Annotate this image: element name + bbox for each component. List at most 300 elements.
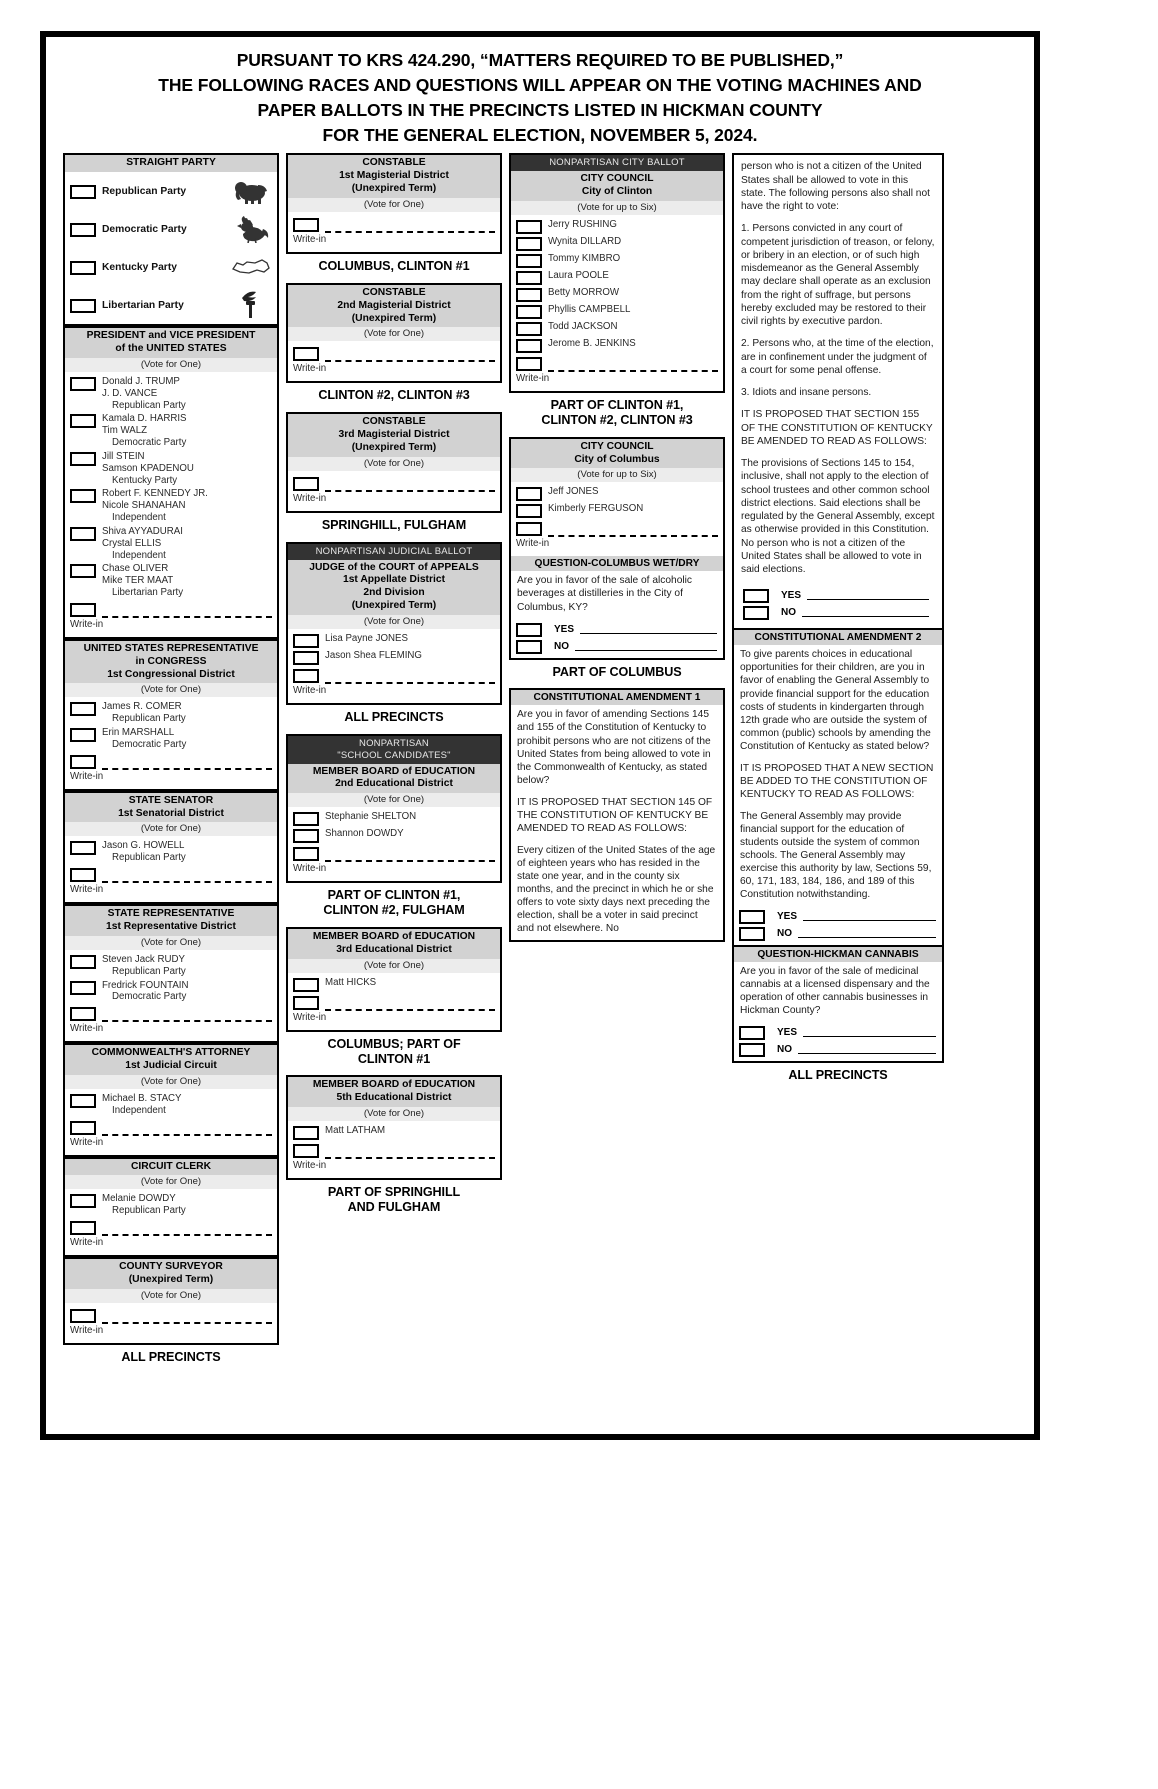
contest-title bbox=[288, 285, 500, 328]
contest-title-line2: City of Columbus bbox=[574, 453, 660, 465]
straight-party-republican[interactable] bbox=[65, 172, 277, 210]
write-in-row[interactable] bbox=[65, 752, 277, 770]
vote-box[interactable] bbox=[516, 357, 542, 371]
banner-line1: NONPARTISAN bbox=[359, 737, 429, 749]
vote-box[interactable] bbox=[293, 634, 319, 648]
contest-us-representative bbox=[63, 639, 279, 791]
vote-box[interactable] bbox=[70, 414, 96, 428]
vote-box[interactable] bbox=[293, 347, 319, 361]
write-in-label: Write-in bbox=[70, 770, 104, 782]
write-in-line[interactable] bbox=[102, 872, 272, 883]
contest-title-line2: 1st Magisterial District bbox=[339, 170, 449, 182]
contest-title-line3: 2nd Division bbox=[363, 587, 425, 599]
running-mate-name: Mike TER MAAT bbox=[102, 575, 174, 587]
candidate-row[interactable] bbox=[511, 218, 723, 235]
contest-title-line1: UNITED STATES REPRESENTATIVE bbox=[83, 642, 259, 654]
write-in-label: Write-in bbox=[516, 372, 550, 384]
yes-line bbox=[803, 1028, 936, 1037]
nonpartisan-city-banner: NONPARTISAN CITY BALLOT bbox=[511, 155, 723, 171]
yes-option[interactable] bbox=[734, 908, 942, 925]
candidate-party: Republican Party bbox=[112, 713, 186, 725]
vote-box[interactable] bbox=[743, 606, 769, 620]
contest-constable-3rd bbox=[286, 412, 502, 513]
vote-box[interactable] bbox=[293, 669, 319, 683]
candidate-row[interactable] bbox=[65, 1192, 277, 1218]
yes-label: YES bbox=[777, 1027, 798, 1039]
write-in-line[interactable] bbox=[102, 607, 272, 618]
contest-title bbox=[65, 328, 277, 358]
candidate-name: Lisa Payne JONES bbox=[325, 633, 408, 644]
contest-constitutional-amendment-2 bbox=[732, 630, 944, 947]
contest-title-line2: 5th Educational District bbox=[336, 1092, 452, 1104]
no-option[interactable] bbox=[734, 925, 942, 942]
vote-box[interactable] bbox=[516, 623, 542, 637]
vote-box[interactable] bbox=[739, 1026, 765, 1040]
vote-box[interactable] bbox=[516, 271, 542, 285]
write-in-line[interactable] bbox=[102, 1125, 272, 1136]
precinct-line1: PART OF CLINTON #1, bbox=[550, 397, 684, 412]
contest-title-line3: 1st Congressional District bbox=[107, 668, 235, 680]
amendment1-cont-paragraph-2: 1. Persons convicted in any court of competent jurisdiction of treason, or felony, or bribery in an election, or of such high misdemeanor as the General Assembly may declare shall operate as an exclusion from the right of suffrage, but persons hereby excluded may be restored to their civil rights by executive pardon. bbox=[741, 223, 935, 328]
header-line-3: PAPER BALLOTS IN THE PRECINCTS LISTED IN HICKMAN COUNTY bbox=[257, 99, 823, 120]
candidate-row[interactable] bbox=[288, 1124, 500, 1141]
vote-box[interactable] bbox=[70, 728, 96, 742]
contest-title-line1: CONSTABLE bbox=[362, 286, 426, 298]
candidate-name: Melanie DOWDY bbox=[102, 1193, 176, 1205]
no-option[interactable] bbox=[734, 1041, 942, 1058]
amendment1-cont-body bbox=[741, 160, 935, 576]
no-option[interactable] bbox=[741, 604, 935, 621]
vote-box[interactable] bbox=[70, 299, 96, 313]
amendment-1-continuation bbox=[732, 153, 944, 630]
vote-for-instruction: (Vote for One) bbox=[65, 822, 277, 836]
candidate-row[interactable] bbox=[65, 525, 277, 562]
no-label: NO bbox=[777, 1044, 792, 1056]
candidate-list bbox=[288, 1121, 500, 1178]
write-in-label: Write-in bbox=[293, 233, 327, 245]
amendment1-cont-paragraph-3: 2. Persons who, at the time of the election, are in confinement under the judgment of a court for some penal offense. bbox=[741, 338, 934, 376]
cannabis-yes-no-group bbox=[734, 1022, 942, 1061]
vote-box[interactable] bbox=[516, 305, 542, 319]
contest-title bbox=[65, 1259, 277, 1289]
vote-box[interactable] bbox=[70, 185, 96, 199]
no-line bbox=[798, 929, 936, 938]
contest-board-of-education-3rd bbox=[286, 927, 502, 1032]
write-in-line[interactable] bbox=[102, 759, 272, 770]
vote-box[interactable] bbox=[516, 288, 542, 302]
no-label: NO bbox=[781, 607, 796, 619]
contest-title-line1: COMMONWEALTH'S ATTORNEY bbox=[91, 1047, 251, 1059]
precinct-label: PART OF COLUMBUS bbox=[552, 664, 682, 679]
torch-icon bbox=[231, 290, 271, 320]
no-option[interactable] bbox=[511, 638, 723, 655]
question-body bbox=[734, 645, 942, 906]
candidate-list bbox=[65, 1189, 277, 1255]
write-in-row[interactable] bbox=[288, 666, 500, 684]
contest-state-representative bbox=[63, 904, 279, 1043]
vote-box[interactable] bbox=[516, 504, 542, 518]
candidate-row[interactable] bbox=[65, 839, 277, 865]
candidate-row[interactable] bbox=[288, 649, 500, 666]
candidate-name: Erin MARSHALL bbox=[102, 727, 175, 739]
candidate-row[interactable] bbox=[511, 252, 723, 269]
write-in-row[interactable] bbox=[288, 844, 500, 862]
option-label: Democratic Party bbox=[102, 223, 187, 235]
contest-title-line1: COUNTY SURVEYOR bbox=[119, 1261, 223, 1273]
vote-box[interactable] bbox=[516, 339, 542, 353]
write-in-label: Write-in bbox=[293, 685, 327, 696]
write-in-row[interactable] bbox=[288, 215, 500, 233]
write-in-row[interactable] bbox=[65, 600, 277, 618]
contest-title-line1: CIRCUIT CLERK bbox=[130, 1160, 212, 1172]
rooster-icon bbox=[231, 214, 271, 244]
candidate-party: Independent bbox=[112, 1104, 166, 1116]
vote-for-instruction: (Vote for One) bbox=[288, 457, 500, 471]
no-line bbox=[798, 1045, 936, 1054]
candidate-row[interactable] bbox=[65, 726, 277, 752]
vote-box[interactable] bbox=[70, 702, 96, 716]
vote-box[interactable] bbox=[516, 322, 542, 336]
no-label: NO bbox=[777, 928, 792, 940]
contest-president bbox=[63, 326, 279, 639]
vote-box[interactable] bbox=[516, 254, 542, 268]
amendment1-paragraph-3: Every citizen of the United States of the age of eighteen years who has resided in the state one year, and in the county six months, and the precinct in which he or she offers to vote sixty days next preceding the election, shall be a voter in said precinct and not elsewhere. No bbox=[517, 844, 716, 935]
candidate-row[interactable] bbox=[65, 700, 277, 726]
vote-box[interactable] bbox=[70, 489, 96, 503]
vote-box[interactable] bbox=[293, 829, 319, 843]
question-body bbox=[511, 571, 723, 618]
nonpartisan-school-banner bbox=[288, 736, 500, 764]
contest-board-of-education-5th bbox=[286, 1075, 502, 1180]
precinct-label: ALL PRECINCTS bbox=[788, 1068, 888, 1083]
ballot-column-4 bbox=[732, 153, 944, 1092]
ballot-column-2 bbox=[286, 153, 502, 1224]
contest-title-line3: (Unexpired Term) bbox=[351, 441, 437, 453]
contest-title-line1: PRESIDENT and VICE PRESIDENT bbox=[86, 330, 256, 342]
candidate-list bbox=[288, 973, 500, 1030]
candidate-name: Chase OLIVER bbox=[102, 563, 169, 575]
write-in-line[interactable] bbox=[325, 673, 495, 684]
vote-box[interactable] bbox=[293, 812, 319, 826]
candidate-row[interactable] bbox=[65, 1092, 277, 1118]
candidate-name: Kamala D. HARRIS bbox=[102, 413, 187, 425]
vote-box[interactable] bbox=[293, 477, 319, 491]
candidate-party: Republican Party bbox=[112, 852, 186, 864]
write-in-label: Write-in bbox=[70, 1023, 104, 1035]
contest-title-line3: (Unexpired Term) bbox=[351, 183, 437, 195]
candidate-party: Democratic Party bbox=[112, 991, 187, 1003]
contest-title-line2: 3rd Educational District bbox=[336, 943, 452, 955]
ballot-columns bbox=[46, 153, 1034, 1373]
candidate-name: Robert F. KENNEDY JR. bbox=[102, 488, 208, 500]
contest-title-line1: MEMBER BOARD of EDUCATION bbox=[312, 931, 476, 943]
candidate-party: Republican Party bbox=[112, 1205, 186, 1217]
write-in-line[interactable] bbox=[102, 1225, 272, 1236]
vote-box[interactable] bbox=[70, 868, 96, 882]
vote-box[interactable] bbox=[516, 487, 542, 501]
candidate-name: Stephanie SHELTON bbox=[325, 811, 417, 823]
precinct-label: ALL PRECINCTS bbox=[344, 710, 444, 724]
write-in-line[interactable] bbox=[325, 222, 495, 233]
contest-title-line2: 3rd Magisterial District bbox=[338, 429, 450, 441]
candidate-name: Laura POOLE bbox=[548, 269, 609, 281]
amendment1-paragraph-1: Are you in favor of amending Sections 145 and 155 of the Constitution of Kentucky to prohibit persons who are not citizens of the United States from being allowed to vote in the Commonwealth of Kentucky, as stated below? bbox=[517, 709, 711, 786]
vote-box[interactable] bbox=[70, 1221, 96, 1235]
vote-box[interactable] bbox=[516, 640, 542, 654]
vote-box[interactable] bbox=[293, 996, 319, 1010]
contest-title bbox=[288, 1077, 500, 1107]
candidate-list bbox=[288, 341, 500, 381]
candidate-name: Shannon DOWDY bbox=[325, 828, 404, 840]
candidate-list bbox=[288, 807, 500, 881]
contest-title-line2: 1st Appellate District bbox=[342, 574, 446, 586]
write-in-row[interactable] bbox=[65, 1218, 277, 1236]
candidate-name: Phyllis CAMPBELL bbox=[548, 303, 631, 315]
vote-box[interactable] bbox=[293, 1144, 319, 1158]
write-in-line[interactable] bbox=[325, 1148, 495, 1159]
write-in-row[interactable] bbox=[65, 1118, 277, 1136]
amendment1-cont-paragraph-1: person who is not a citizen of the United States shall be allowed to vote in this state. The following persons also shall not have the right to vote: bbox=[741, 161, 930, 213]
contest-title-line1: STATE SENATOR bbox=[128, 794, 214, 806]
amendment2-paragraph-3: The General Assembly may provide financial support for the education of students outside the system of common schools. The General Assembly may exercise this authority by law, Sections 59, 60, 171, 183, 184, 186, and 189 of this Constitution notwithstanding. bbox=[740, 810, 932, 901]
straight-party-options bbox=[65, 172, 277, 324]
vote-box[interactable] bbox=[739, 1043, 765, 1057]
contest-title-line3: (Unexpired Term) bbox=[351, 312, 437, 324]
candidate-row[interactable] bbox=[65, 412, 277, 449]
write-in-line[interactable] bbox=[548, 361, 718, 372]
no-line bbox=[575, 642, 717, 651]
question-title: CONSTITUTIONAL AMENDMENT 1 bbox=[511, 690, 723, 705]
precinct-line2: CLINTON #2, FULGHAM bbox=[323, 903, 465, 918]
contest-title bbox=[288, 155, 500, 198]
candidate-list bbox=[65, 950, 277, 1041]
candidate-party: Democratic Party bbox=[112, 437, 187, 449]
question-title: CONSTITUTIONAL AMENDMENT 2 bbox=[734, 630, 942, 645]
candidate-row[interactable] bbox=[511, 320, 723, 337]
candidate-row[interactable] bbox=[65, 979, 277, 1005]
vote-for-instruction: (Vote for One) bbox=[65, 1075, 277, 1089]
vote-box[interactable] bbox=[516, 522, 542, 536]
yes-option[interactable] bbox=[734, 1024, 942, 1041]
yes-option[interactable] bbox=[511, 621, 723, 638]
vote-for-instruction: (Vote for One) bbox=[288, 198, 500, 212]
contest-constitutional-amendment-1 bbox=[509, 688, 725, 942]
precinct-line1: PART OF SPRINGHILL bbox=[327, 1185, 461, 1200]
vote-box[interactable] bbox=[70, 841, 96, 855]
vote-for-instruction: (Vote for One) bbox=[65, 936, 277, 950]
contest-city-council-clinton bbox=[509, 153, 725, 393]
vote-box[interactable] bbox=[70, 603, 96, 617]
vote-box[interactable] bbox=[70, 527, 96, 541]
write-in-line[interactable] bbox=[548, 526, 718, 537]
candidate-row[interactable] bbox=[511, 269, 723, 286]
yes-line bbox=[803, 912, 936, 921]
write-in-label: Write-in bbox=[293, 863, 327, 875]
candidate-row[interactable] bbox=[65, 562, 277, 599]
vote-box[interactable] bbox=[70, 1094, 96, 1108]
contest-commonwealths-attorney bbox=[63, 1043, 279, 1156]
yes-line bbox=[580, 625, 717, 634]
contest-title bbox=[65, 641, 277, 684]
write-in-line[interactable] bbox=[102, 1011, 272, 1022]
contest-title bbox=[65, 1159, 277, 1176]
vote-box[interactable] bbox=[293, 847, 319, 861]
running-mate-name: Nicole SHANAHAN bbox=[102, 500, 186, 512]
precinct-line1: PART OF CLINTON #1, bbox=[327, 888, 461, 903]
amendment1-yes-no-group bbox=[741, 585, 935, 624]
question-title: QUESTION-COLUMBUS WET/DRY bbox=[511, 556, 723, 571]
write-in-label: Write-in bbox=[70, 618, 104, 630]
yes-label: YES bbox=[554, 623, 575, 635]
vote-box[interactable] bbox=[70, 261, 96, 275]
yes-label: YES bbox=[781, 590, 802, 602]
write-in-row[interactable] bbox=[288, 474, 500, 492]
candidate-row[interactable] bbox=[288, 827, 500, 844]
candidate-name: Kimberly FERGUSON bbox=[548, 503, 644, 515]
vote-box[interactable] bbox=[293, 218, 319, 232]
straight-party-democratic[interactable] bbox=[65, 210, 277, 248]
candidate-row[interactable] bbox=[511, 485, 723, 502]
candidate-party: Independent bbox=[112, 549, 166, 561]
vote-box[interactable] bbox=[70, 223, 96, 237]
vote-box[interactable] bbox=[70, 1194, 96, 1208]
vote-box[interactable] bbox=[70, 955, 96, 969]
vote-box[interactable] bbox=[293, 1126, 319, 1140]
candidate-party: Republican Party bbox=[112, 399, 186, 411]
candidate-row[interactable] bbox=[511, 337, 723, 354]
precinct-label: CLINTON #2, CLINTON #3 bbox=[318, 388, 470, 403]
vote-box[interactable] bbox=[70, 564, 96, 578]
write-in-row[interactable] bbox=[65, 865, 277, 883]
contest-city-council-columbus bbox=[509, 437, 725, 660]
contest-title-line2: 2nd Magisterial District bbox=[337, 299, 451, 311]
candidate-row[interactable] bbox=[288, 976, 500, 993]
candidate-party: Libertarian Party bbox=[112, 587, 184, 599]
vote-box[interactable] bbox=[516, 237, 542, 251]
write-in-label: Write-in bbox=[70, 884, 104, 896]
candidate-list bbox=[65, 1303, 277, 1343]
write-in-label: Write-in bbox=[293, 1011, 327, 1023]
contest-title bbox=[65, 793, 277, 823]
vote-box[interactable] bbox=[516, 220, 542, 234]
contest-title-line2: 1st Representative District bbox=[106, 920, 236, 932]
vote-box[interactable] bbox=[293, 978, 319, 992]
candidate-party: Democratic Party bbox=[112, 738, 187, 750]
amendment1-paragraph-2: IT IS PROPOSED THAT SECTION 145 OF THE CONSTITUTION OF KENTUCKY BE AMENDED TO READ AS FOLLOWS: bbox=[517, 796, 713, 834]
write-in-line[interactable] bbox=[325, 351, 495, 362]
contest-state-senator bbox=[63, 791, 279, 904]
yes-no-group bbox=[511, 619, 723, 658]
candidate-list bbox=[65, 697, 277, 788]
vote-box[interactable] bbox=[70, 377, 96, 391]
candidate-row[interactable] bbox=[65, 953, 277, 979]
contest-title-line1: CITY COUNCIL bbox=[580, 440, 654, 452]
elephant-icon bbox=[231, 176, 271, 206]
candidate-row[interactable] bbox=[511, 235, 723, 252]
write-in-line[interactable] bbox=[325, 481, 495, 492]
option-label: Libertarian Party bbox=[102, 299, 184, 311]
yes-label: YES bbox=[777, 911, 798, 923]
candidate-row[interactable] bbox=[511, 303, 723, 320]
write-in-label: Write-in bbox=[70, 1136, 104, 1148]
candidate-row[interactable] bbox=[288, 810, 500, 827]
ballot-notice-page bbox=[40, 31, 1040, 1440]
vote-box[interactable] bbox=[739, 927, 765, 941]
amendment2-paragraph-1: To give parents choices in educational opportunities for their children, are you in favor of enabling the General Assembly to provide financial support for the education costs of students in kindergarten through 12th grade who are outside the system of common (public) schools by amending the Constitution of Kentucky as stated below? bbox=[740, 649, 931, 752]
running-mate-name: J. D. VANCE bbox=[102, 387, 158, 399]
precinct-label bbox=[286, 1032, 502, 1076]
yes-option[interactable] bbox=[741, 587, 935, 604]
write-in-row[interactable] bbox=[288, 344, 500, 362]
write-in-line[interactable] bbox=[102, 1313, 272, 1324]
write-in-row[interactable] bbox=[65, 1306, 277, 1324]
candidate-row[interactable] bbox=[65, 450, 277, 487]
write-in-row[interactable] bbox=[288, 1141, 500, 1159]
amendment1-cont-paragraph-5: IT IS PROPOSED THAT SECTION 155 OF THE CONSTITUTION OF KENTUCKY BE AMENDED TO READ AS FOLLOWS: bbox=[741, 409, 933, 447]
contest-title-line2: 1st Senatorial District bbox=[118, 807, 224, 819]
question-body bbox=[734, 962, 942, 1022]
write-in-row[interactable] bbox=[511, 354, 723, 372]
vote-box[interactable] bbox=[739, 910, 765, 924]
vote-box[interactable] bbox=[70, 755, 96, 769]
write-in-line[interactable] bbox=[325, 1000, 495, 1011]
contest-title-line2: (Unexpired Term) bbox=[128, 1273, 214, 1285]
kentucky-state-icon bbox=[231, 252, 271, 282]
vote-for-instruction: (Vote for One) bbox=[288, 959, 500, 973]
straight-party-kentucky[interactable] bbox=[65, 248, 277, 286]
vote-box[interactable] bbox=[70, 452, 96, 466]
write-in-row[interactable] bbox=[288, 993, 500, 1011]
running-mate-name: Samson KPADENOU bbox=[102, 462, 194, 474]
amendment1-cont-paragraph-6: The provisions of Sections 145 to 154, inclusive, shall not apply to the election of school trustees and other common school district elections. Said elections shall be regulated by the General Assembly, except as otherwise provided in this Constitution. No person who is not a citizen of the United States shall be allowed to vote in said elections. bbox=[741, 458, 935, 576]
candidate-name: Michael B. STACY bbox=[102, 1092, 182, 1104]
precinct-line2: CLINTON #2, CLINTON #3 bbox=[541, 412, 693, 427]
no-label: NO bbox=[554, 640, 569, 652]
vote-box[interactable] bbox=[743, 589, 769, 603]
contest-straight-party bbox=[63, 153, 279, 326]
candidate-row[interactable] bbox=[511, 502, 723, 519]
candidate-party: Republican Party bbox=[112, 965, 186, 977]
write-in-row[interactable] bbox=[511, 519, 723, 537]
precinct-line2: AND FULGHAM bbox=[347, 1200, 441, 1215]
vote-box[interactable] bbox=[70, 981, 96, 995]
straight-party-libertarian[interactable] bbox=[65, 286, 277, 324]
candidate-list bbox=[65, 836, 277, 902]
amendment1-cont-paragraph-4: 3. Idiots and insane persons. bbox=[741, 387, 872, 399]
vote-box[interactable] bbox=[70, 1007, 96, 1021]
running-mate-name: Tim WALZ bbox=[102, 425, 148, 437]
option-label: Republican Party bbox=[102, 185, 187, 197]
candidate-row[interactable] bbox=[288, 632, 500, 649]
candidate-name: Betty MORROW bbox=[548, 286, 620, 298]
write-in-row[interactable] bbox=[65, 1004, 277, 1022]
vote-for-instruction: (Vote for One) bbox=[288, 327, 500, 341]
question-text: Are you in favor of the sale of alcoholic beverages at distilleries in the City of Columbus, KY? bbox=[517, 575, 692, 613]
candidate-row[interactable] bbox=[511, 286, 723, 303]
precinct-label bbox=[509, 393, 725, 437]
precinct-line2: CLINTON #1 bbox=[357, 1051, 431, 1066]
vote-box[interactable] bbox=[70, 1121, 96, 1135]
write-in-label: Write-in bbox=[293, 363, 327, 375]
contest-title-line2: City of Clinton bbox=[581, 186, 653, 198]
candidate-name: Jill STEIN bbox=[102, 450, 145, 462]
write-in-line[interactable] bbox=[325, 851, 495, 862]
vote-box[interactable] bbox=[70, 1309, 96, 1323]
vote-box[interactable] bbox=[293, 651, 319, 665]
candidate-row[interactable] bbox=[65, 487, 277, 524]
contest-title-line1: MEMBER BOARD of EDUCATION bbox=[312, 1079, 476, 1091]
candidate-row[interactable] bbox=[65, 375, 277, 412]
